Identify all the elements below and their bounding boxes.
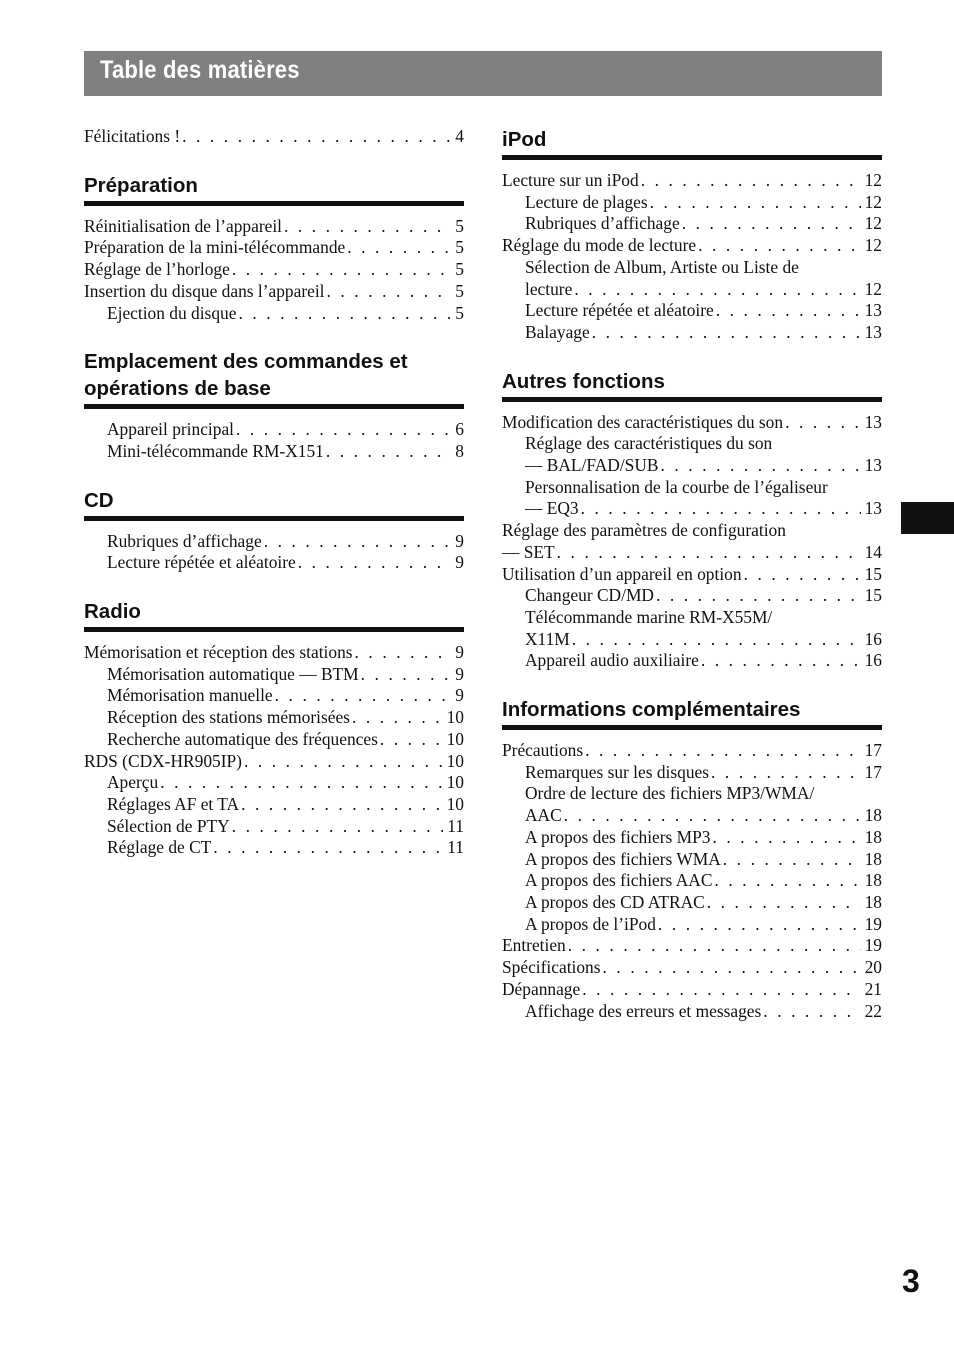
toc-entry-text: Réglages AF et TA	[107, 793, 240, 814]
toc-section	[502, 696, 882, 1022]
toc-leader-dots	[345, 237, 451, 259]
toc-entry-line[interactable]: Sélection de Album, Artiste ou Liste de	[525, 256, 799, 277]
toc-leader-dots	[242, 751, 443, 773]
toc-leader-dots	[230, 259, 451, 281]
toc-entry-text: Appareil principal	[107, 419, 234, 440]
toc-leader-dots	[282, 216, 451, 238]
toc-entry[interactable]	[502, 870, 882, 892]
toc-entry-text: — SET	[502, 541, 555, 562]
toc-left-column	[84, 126, 464, 859]
toc-entry[interactable]	[502, 279, 882, 301]
toc-section	[84, 348, 464, 462]
section-gap	[502, 344, 882, 368]
toc-entry[interactable]	[502, 322, 882, 344]
toc-leader-dots	[353, 642, 452, 664]
toc-leader-dots	[359, 664, 452, 686]
toc-page-number: 18	[864, 805, 882, 826]
toc-entry[interactable]	[502, 762, 882, 784]
toc-leader-dots	[262, 531, 452, 553]
toc-entry-text: Entretien	[502, 935, 566, 956]
title-bar	[84, 51, 882, 96]
toc-page-number: 16	[864, 650, 882, 671]
toc-leader-dots	[570, 629, 861, 651]
toc-leader-dots	[211, 837, 443, 859]
toc-page-number: 17	[864, 740, 882, 761]
toc-leader-dots	[566, 935, 861, 957]
toc-leader-dots	[601, 957, 861, 979]
toc-entry-text: A propos des CD ATRAC	[525, 891, 705, 912]
toc-page-number: 12	[864, 235, 882, 256]
toc-leader-dots	[562, 805, 861, 827]
toc-entry-text: Sélection de PTY	[107, 815, 230, 836]
toc-section	[84, 172, 464, 325]
toc-entry[interactable]	[84, 281, 464, 303]
toc-entry[interactable]	[502, 455, 882, 477]
toc-page-number: 13	[864, 411, 882, 432]
toc-entry-text: Lecture sur un iPod	[502, 170, 639, 190]
toc-entry-text: RDS (CDX-HR905IP)	[84, 750, 242, 771]
toc-entry[interactable]	[84, 837, 464, 859]
toc-leader-dots	[572, 279, 860, 301]
toc-leader-dots	[296, 552, 452, 574]
toc-page-number: 10	[446, 772, 464, 793]
toc-leader-dots	[158, 772, 442, 794]
toc-entry-text: Utilisation d’un appareil en option	[502, 563, 742, 584]
toc-entry-text: Mini-télécommande RM-X151	[107, 440, 324, 461]
toc-entry-text: Remarques sur les disques	[525, 761, 710, 782]
toc-page-number: 9	[455, 685, 464, 706]
toc-entry-text: Recherche automatique des fréquences	[107, 728, 378, 749]
toc-entry-text: Aperçu	[107, 772, 159, 793]
toc-leader-dots	[654, 585, 861, 607]
toc-entry[interactable]	[502, 300, 882, 322]
toc-entry-text: Lecture répétée et aléatoire	[107, 552, 296, 573]
toc-entry[interactable]	[502, 585, 882, 607]
toc-page-number: 5	[455, 280, 464, 301]
toc-page-number: 10	[446, 793, 464, 814]
toc-entry[interactable]	[502, 170, 882, 192]
section-gap	[502, 672, 882, 696]
toc-leader-dots	[696, 235, 860, 257]
toc-page-number: 18	[864, 891, 882, 912]
toc-leader-dots	[590, 322, 861, 344]
toc-entry[interactable]	[84, 552, 464, 574]
toc-entry-text: Mémorisation et réception des stations	[84, 642, 353, 663]
toc-entry[interactable]	[84, 685, 464, 707]
toc-entry-text: Changeur CD/MD	[525, 585, 654, 606]
toc-entry[interactable]	[84, 419, 464, 441]
toc-entry-line[interactable]: Réglage des caractéristiques du son	[525, 433, 773, 454]
toc-entry[interactable]	[502, 849, 882, 871]
section-heading: Informations complémentaires	[502, 696, 882, 730]
toc-entry-text: Précautions	[502, 740, 584, 761]
toc-leader-dots	[583, 740, 860, 762]
toc-page-number: 10	[446, 750, 464, 771]
toc-leader-dots	[659, 455, 861, 477]
toc-leader-dots	[742, 564, 861, 586]
section-heading: CD	[84, 487, 464, 521]
toc-entry[interactable]	[502, 805, 882, 827]
toc-leader-dots	[761, 1001, 860, 1023]
toc-leader-dots	[709, 762, 861, 784]
toc-entry-text: A propos des fichiers MP3	[525, 826, 711, 847]
toc-entry-text: Spécifications	[502, 957, 601, 978]
toc-leader-dots	[230, 816, 444, 838]
toc-entry[interactable]	[84, 216, 464, 238]
toc-page-number: 5	[455, 215, 464, 236]
section-heading: iPod	[502, 126, 882, 160]
toc-page-number: 12	[864, 278, 882, 299]
toc-entry[interactable]	[502, 935, 882, 957]
toc-entry-text: Lecture de plages	[525, 191, 648, 212]
toc-entry-text: Réglage de l’horloge	[84, 259, 230, 280]
toc-leader-dots	[721, 849, 861, 871]
toc-entry[interactable]	[502, 629, 882, 651]
toc-entry[interactable]	[84, 303, 464, 325]
toc-entry[interactable]	[502, 979, 882, 1001]
toc-leader-dots	[236, 303, 451, 325]
toc-entry-text: X11M	[525, 628, 570, 649]
toc-entry-text: Réglage du mode de lecture	[502, 235, 697, 256]
toc-section	[502, 368, 882, 672]
toc-page-number: 12	[864, 213, 882, 234]
toc-entry[interactable]	[502, 957, 882, 979]
toc-page-number: 18	[864, 826, 882, 847]
toc-entry[interactable]	[502, 892, 882, 914]
toc-entry-text: Modification des caractéristiques du son	[502, 411, 784, 432]
toc-page-number: 15	[864, 563, 882, 584]
toc-entry-text: Réception des stations mémorisées	[107, 707, 350, 728]
toc-page-number: 12	[864, 191, 882, 212]
toc-entry-text: A propos des fichiers AAC	[525, 870, 713, 891]
toc-leader-dots	[712, 870, 860, 892]
toc-leader-dots	[580, 979, 860, 1001]
toc-entry[interactable]	[502, 827, 882, 849]
toc-entry-text: Lecture répétée et aléatoire	[525, 300, 714, 321]
toc-entry[interactable]	[84, 751, 464, 773]
toc-entry-text: Rubriques d’affichage	[107, 530, 262, 551]
toc-page-number: 9	[455, 663, 464, 684]
toc-page-number: 9	[455, 552, 464, 573]
section-gap	[84, 148, 464, 172]
toc-page-number: 13	[864, 321, 882, 342]
toc-page-number: 18	[864, 870, 882, 891]
toc-section	[84, 487, 464, 574]
toc-entry[interactable]	[502, 192, 882, 214]
toc-entry[interactable]	[84, 126, 464, 148]
page-title: Table des matières	[100, 56, 300, 84]
toc-right-column	[502, 126, 882, 1022]
toc-entry[interactable]	[502, 564, 882, 586]
toc-entry[interactable]	[84, 237, 464, 259]
toc-entry[interactable]	[84, 794, 464, 816]
toc-page-number: 12	[864, 170, 882, 190]
toc-entry-line[interactable]: Ordre de lecture des fichiers MP3/WMA/	[525, 783, 815, 804]
section-tab-marker	[901, 502, 954, 534]
toc-entry-text: — BAL/FAD/SUB	[525, 455, 659, 476]
toc-entry-text: A propos des fichiers WMA	[525, 848, 721, 869]
toc-page-number: 13	[864, 455, 882, 476]
toc-page-number: 13	[864, 498, 882, 519]
toc-entry-text: — EQ3	[525, 498, 579, 519]
toc-entry-text: AAC	[525, 805, 562, 826]
toc-page-number: 18	[864, 848, 882, 869]
toc-leader-dots	[350, 707, 443, 729]
toc-leader-dots	[325, 281, 452, 303]
toc-page-number: 17	[864, 761, 882, 782]
toc-entry[interactable]	[502, 213, 882, 235]
toc-entry-text: Préparation de la mini-télécommande	[84, 237, 346, 258]
toc-entry-text: lecture	[525, 278, 573, 299]
toc-leader-dots	[711, 827, 861, 849]
section-heading: Autres fonctions	[502, 368, 882, 402]
toc-page-number: 11	[447, 837, 464, 858]
toc-leader-dots	[783, 412, 861, 434]
toc-leader-dots	[714, 300, 861, 322]
toc-page-number: 21	[864, 978, 882, 999]
toc-page-number: 5	[455, 302, 464, 323]
section-gap	[84, 324, 464, 348]
toc-entry-line[interactable]: Personnalisation de la courbe de l’égaliseur	[525, 476, 828, 497]
toc-leader-dots	[378, 729, 443, 751]
toc-entry-text: Affichage des erreurs et messages	[525, 1000, 762, 1021]
toc-entry-text: Rubriques d’affichage	[525, 213, 680, 234]
toc-page-number: 5	[455, 259, 464, 280]
toc-entry[interactable]	[84, 664, 464, 686]
toc-entry[interactable]	[84, 259, 464, 281]
toc-entry[interactable]	[84, 531, 464, 553]
toc-leader-dots	[234, 419, 451, 441]
toc-page-number: 15	[864, 585, 882, 606]
toc-page-number: 13	[864, 300, 882, 321]
toc-leader-dots	[648, 192, 861, 214]
toc-leader-dots	[639, 170, 861, 192]
section-gap	[84, 574, 464, 598]
toc-leader-dots	[656, 914, 861, 936]
toc-page-number: 20	[864, 957, 882, 978]
toc-page-number: 9	[455, 530, 464, 551]
toc-entry-line[interactable]: Télécommande marine RM-X55M/	[525, 606, 773, 627]
toc-page-number: 19	[864, 913, 882, 934]
toc-page-number: 19	[864, 935, 882, 956]
toc-leader-dots	[180, 126, 451, 148]
toc-entry[interactable]	[502, 542, 882, 564]
toc-leader-dots	[705, 892, 861, 914]
toc-entry-text: Dépannage	[502, 978, 581, 999]
toc-page-number: 4	[455, 126, 464, 146]
toc-leader-dots	[239, 794, 443, 816]
toc-entry[interactable]	[84, 729, 464, 751]
toc-entry[interactable]	[84, 441, 464, 463]
toc-entry[interactable]	[84, 816, 464, 838]
toc-page-number: 22	[864, 1000, 882, 1021]
section-gap	[84, 463, 464, 487]
section-heading: Radio	[84, 598, 464, 632]
toc-leader-dots	[273, 685, 452, 707]
toc-entry[interactable]	[502, 1001, 882, 1023]
toc-entry[interactable]	[84, 707, 464, 729]
page-number: 3	[902, 1263, 920, 1299]
toc-entry[interactable]	[502, 650, 882, 672]
toc-page-number: 8	[455, 440, 464, 461]
toc-page-number: 10	[446, 728, 464, 749]
toc-entry-text: Mémorisation automatique — BTM	[107, 663, 359, 684]
toc-entry[interactable]	[502, 235, 882, 257]
toc-page-number: 9	[455, 642, 464, 663]
toc-entry-text: Ejection du disque	[107, 302, 237, 323]
toc-entry[interactable]	[502, 914, 882, 936]
toc-entry-line[interactable]: Réglage des paramètres de configuration	[502, 520, 786, 541]
toc-leader-dots	[324, 441, 451, 463]
toc-section	[502, 126, 882, 344]
toc-page-number: 14	[864, 541, 882, 562]
toc-entry-text: Appareil audio auxiliaire	[525, 650, 699, 671]
toc-section	[84, 126, 464, 148]
toc-entry-text: A propos de l’iPod	[525, 913, 656, 934]
toc-entry[interactable]	[502, 412, 882, 434]
toc-entry-text: Réinitialisation de l’appareil	[84, 215, 282, 236]
toc-page-number: 11	[447, 815, 464, 836]
toc-entry-text: Balayage	[525, 321, 590, 342]
section-heading: Emplacement des commandes et opérations de base	[84, 348, 464, 409]
toc-page-number: 10	[446, 707, 464, 728]
toc-leader-dots	[555, 542, 861, 564]
toc-entry-text: Mémorisation manuelle	[107, 685, 273, 706]
toc-leader-dots	[699, 650, 861, 672]
toc-entry-text: Félicitations !	[84, 126, 181, 146]
toc-page-number: 6	[455, 419, 464, 440]
toc-page-number: 5	[455, 237, 464, 258]
section-heading: Préparation	[84, 172, 464, 206]
toc-leader-dots	[579, 498, 861, 520]
toc-page-number: 16	[864, 628, 882, 649]
toc-entry[interactable]	[84, 642, 464, 664]
toc-entry-text: Insertion du disque dans l’appareil	[84, 280, 325, 301]
toc-leader-dots	[680, 213, 861, 235]
toc-entry[interactable]	[84, 772, 464, 794]
toc-entry-text: Réglage de CT	[107, 837, 212, 858]
toc-entry[interactable]	[502, 498, 882, 520]
toc-entry[interactable]	[502, 740, 882, 762]
toc-section	[84, 598, 464, 859]
